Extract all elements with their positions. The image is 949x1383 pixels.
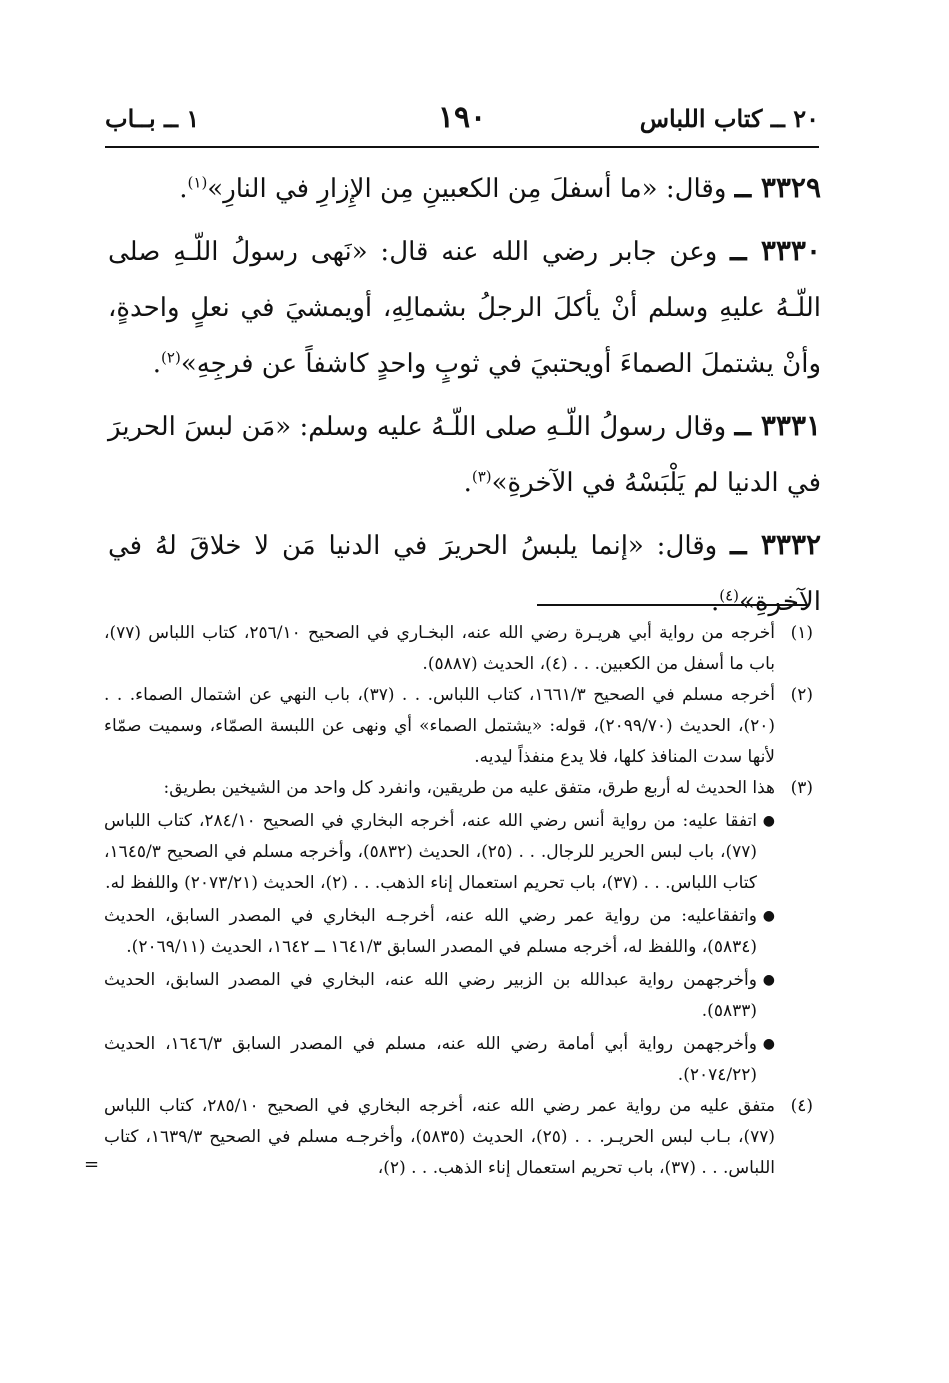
hadith-text: وقال رسولُ اللّـهِ صلى اللّـهُ عليه وسلم: «مَن لبسَ الحريرَ في الدنيا لم يَلْبَسْهُ في الآخرةِ» xyxy=(108,412,821,498)
hadith-text: وعن جابر رضي الله عنه قال: «نَهى رسولُ اللّـهِ صلى اللّـهُ عليهِ وسلم أنْ يأكلَ الرجلُ بشمالِهِ، أويمشيَ في نعلٍ واحدةٍ، وأنْ يشتملَ الصماءَ أويحتبيَ في ثوبٍ واحدٍ كاشفاً عن فرجِهِ» xyxy=(108,237,821,379)
footnote-number: (٤) xyxy=(790,1096,813,1116)
footnote-3 xyxy=(104,773,813,1091)
footnote-text: أخرجه من رواية أبي هريـرة رضي الله عنه، البخـاري في الصحيح ٢٥٦/١٠، كتاب اللباس (٧٧)، باب ما أسفل من الكعبين. . . (٤)، الحديث (٥٨٨٧). xyxy=(104,623,775,674)
hadith-3330 xyxy=(108,223,821,392)
footnote-ref[interactable]: (٣) xyxy=(471,467,492,486)
footnote-2 xyxy=(104,680,813,773)
footnote-number: (٣) xyxy=(790,778,813,798)
hadith-end: . xyxy=(463,468,472,498)
running-header xyxy=(105,100,819,144)
footnote-1 xyxy=(104,618,813,680)
chapter-title: ٢٠ ــ كتاب اللباس xyxy=(639,104,819,133)
hadith-number: ٣٣٣٢ ــ xyxy=(730,528,822,561)
hadith-end: . xyxy=(710,587,720,617)
footnote-ref[interactable]: (٢) xyxy=(161,348,181,367)
footnote-bullet xyxy=(104,1029,775,1091)
footnote-text: أخرجه مسلم في الصحيح ١٦٦١/٣، كتاب اللباس. . . (٣٧)، باب النهي عن اشتمال الصماء. . . (٢٠)، الحديث (٢٠٩٩/٧٠)، قوله: «يشتمل الصماء» أي ونهى عن اللبسة الصمّاء، وسميت صمّاء لأنها سدت المنافذ كلها، فلا يدع منفذاً ليديه. xyxy=(104,685,775,767)
hadith-3332 xyxy=(108,517,821,630)
bullet-icon: ● xyxy=(762,908,775,924)
bullet-text: وأخرجهمن رواية عبدالله بن الزبير رضي الله عنه، البخاري في المصدر السابق، الحديث (٥٨٣٣). xyxy=(104,970,757,1021)
hadith-number: ٣٣٣٠ ــ xyxy=(730,234,821,267)
hadith-text: وقال: «إنما يلبسُ الحريرَ في الدنيا مَن لا خلاقَ لهُ في الآخرةِ» xyxy=(108,531,821,617)
footnote-bullet xyxy=(104,806,775,899)
bullet-icon: ● xyxy=(762,972,775,988)
continuation-mark: = xyxy=(84,1154,100,1175)
bullet-text: اتفقا عليه: من رواية أنس رضي الله عنه، أخرجه البخاري في الصحيح ٢٨٤/١٠، كتاب اللباس (٧٧)، باب لبس الحرير للرجال. . . (٢٥)، الحديث (٥٨٣٢)، وأخرجه مسلم في الصحيح ١٦٤٥/٣، كتاب اللباس. . . (٣٧)، باب تحريم استعمال إناء الذهب. . . (٢)، الحديث (٢٠٧٣/٢١) واللفظ له. xyxy=(104,811,757,893)
hadith-number: ٣٣٢٩ ــ xyxy=(734,171,821,204)
footnote-ref[interactable]: (١) xyxy=(187,173,208,192)
footnotes xyxy=(84,618,813,1184)
footnote-bullet xyxy=(104,901,775,963)
hadith-end: . xyxy=(179,174,188,204)
bullet-text: واتفقاعليه: من رواية عمر رضي الله عنه، أخرجـه البخاري في المصدر السابق، الحديث (٥٨٣٤)، واللفظ له، أخرجه مسلم في المصدر السابق ١٦٤١/٣ ــ ١٦٤٢، الحديث (٢٠٦٩/١١). xyxy=(104,906,757,957)
footnote-rule xyxy=(537,604,807,606)
footnote-number: (١) xyxy=(790,623,813,643)
footnote-text: متفق عليه من رواية عمر رضي الله عنه، أخرجه البخاري في الصحيح ٢٨٥/١٠، كتاب اللباس (٧٧)، بـاب لبس الحريـر. . . (٢٥)، الحديث (٥٨٣٥)، وأخرجـه مسلم في الصحيح ١٦٣٩/٣، كتاب اللباس. . . (٣٧)، باب تحريم استعمال إناء الذهب. . . (٢)، xyxy=(104,1096,775,1178)
page-number: ١٩٠ xyxy=(437,100,487,135)
footnote-number: (٢) xyxy=(790,685,813,705)
hadith-text: وقال: «ما أسفلَ مِن الكعبينِ مِن الإِزارِ في النارِ» xyxy=(207,174,727,204)
bullet-icon: ● xyxy=(762,813,775,829)
hadith-3329 xyxy=(108,160,821,217)
footnote-bullet xyxy=(104,965,775,1027)
footnote-ref[interactable]: (٤) xyxy=(719,586,739,605)
bullet-text: وأخرجهمن رواية أبي أمامة رضي الله عنه، مسلم في المصدر السابق ١٦٤٦/٣، الحديث (٢٠٧٤/٢٢). xyxy=(104,1034,757,1085)
hadith-end: . xyxy=(152,349,162,379)
main-text xyxy=(108,160,821,636)
bullet-icon: ● xyxy=(762,1036,775,1052)
header-rule xyxy=(105,146,819,148)
hadith-number: ٣٣٣١ ــ xyxy=(734,409,822,442)
footnote-intro: هذا الحديث له أربع طرق، متفق عليه من طريقين، وانفرد كل واحد من الشيخين بطريق: xyxy=(163,778,775,798)
section-title: ١ ــ بــاب xyxy=(105,104,200,133)
footnote-4 xyxy=(84,1091,813,1184)
hadith-3331 xyxy=(108,398,821,511)
